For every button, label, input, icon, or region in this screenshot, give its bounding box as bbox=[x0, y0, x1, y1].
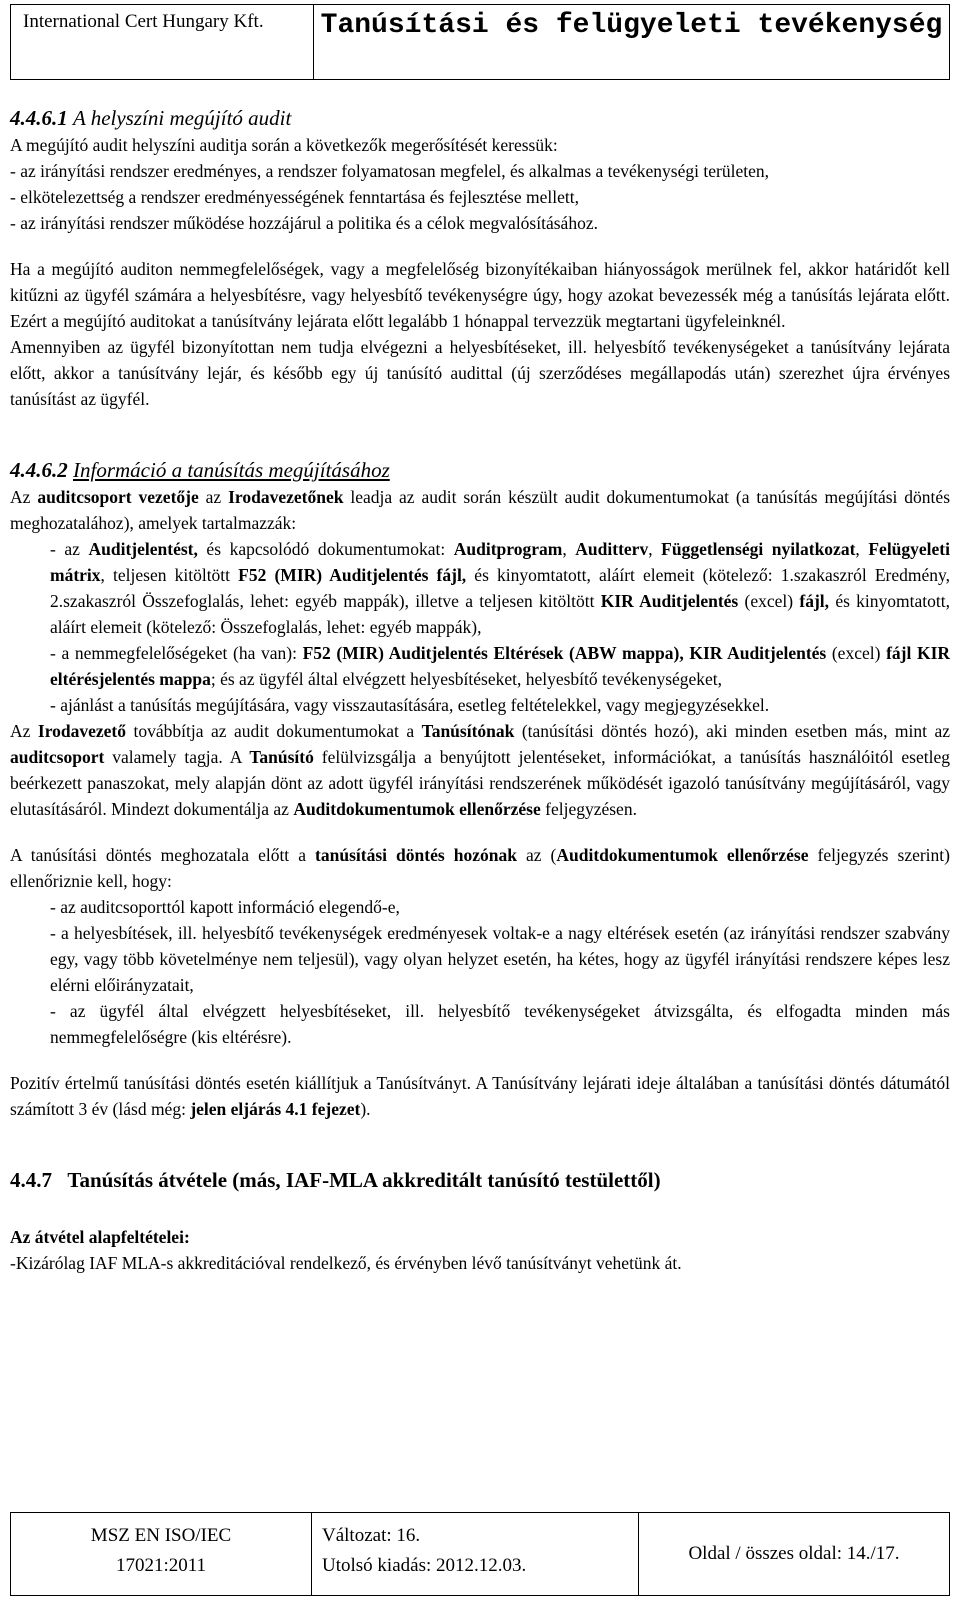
document-body bbox=[10, 104, 950, 1276]
list-item: - ajánlást a tanúsítás megújítására, vagy visszautasítására, esetleg feltételekkel, vagy megjegyzésekkel. bbox=[50, 695, 770, 715]
footer-version: Változat: 16. Utolsó kiadás: 2012.12.03. bbox=[312, 1513, 639, 1595]
section-heading-447: 4.4.7 Tanúsítás átvétele (más, IAF-MLA akkreditált tanúsító testülettől) bbox=[10, 1168, 661, 1192]
list-item: - az Auditjelentést, és kapcsolódó dokumentumokat: Auditprogram, Auditterv, Függetlenségi nyilatkozat, Felügyeleti mátrix, teljesen kitöltött F52 (MIR) Auditjelentés fájl, és kinyomtatott, aláírt elemeit (kötelező: 1.szakaszról Eredmény, 2.szakaszról Összefoglalás, lehet: egyéb mappák), illetve a teljesen kitöltött KIR Auditjelentés (excel) fájl, és kinyomtatott, aláírt elemeit (kötelező: Összefoglalás, lehet: egyéb mappák), bbox=[50, 539, 951, 637]
list-item: - a helyesbítések, ill. helyesbítő tevékenységek eredményesek voltak-e a nagy eltérések esetén (az irányítási rendszer szabvány egy, vagy több követelménye nem teljesül), vagy olyan helyzet esetén, ha kétes, hogy az ügyfél irányítási rendszere képes lesz elérni előirányzatait, bbox=[50, 923, 950, 995]
footer-page-number: Oldal / összes oldal: 14./17. bbox=[688, 1543, 900, 1564]
list-item: - az irányítási rendszer eredményes, a rendszer folyamatosan megfelel, és alkalmas a tevékenységi területen, bbox=[10, 161, 769, 181]
page-footer bbox=[10, 1512, 950, 1596]
list-item: - az auditcsoporttól kapott információ elegendő-e, bbox=[50, 897, 400, 917]
section-heading-4461: 4.4.6.1 A helyszíni megújító audit bbox=[10, 106, 292, 130]
paragraph: Amennyiben az ügyfél bizonyítottan nem tudja elvégezni a helyesbítéseket, ill. helyesbítő tevékenységeket a tanúsítvány lejárata előtt, akkor a tanúsítvány lejár, és később egy új tanúsító audittal (új szerződéses megállapodás után) szerezhet újra érvényes tanúsítást az ügyfél. bbox=[10, 337, 950, 409]
paragraph: Pozitív értelmű tanúsítási döntés esetén kiállítjuk a Tanúsítványt. A Tanúsítvány lejárati ideje általában a tanúsítási döntés dátumától számított 3 év (lásd még: jelen eljárás 4.1 fejezet). bbox=[10, 1073, 950, 1119]
paragraph: Az Irodavezető továbbítja az audit dokumentumokat a Tanúsítónak (tanúsítási döntés hozó), aki minden esetben más, mint az auditcsoport valamely tagja. A Tanúsító felülvizsgálja a benyújtott jelentéseket, információkat, a tanúsítás használóitól esetleg beérkezett panaszokat, mely alapján dönt az adott ügyfél irányítási rendszerének működését igazoló tanúsítvány megújításáról, vagy elutasításáról. Mindezt dokumentálja az Auditdokumentumok ellenőrzése feljegyzésen. bbox=[10, 721, 951, 819]
paragraph: Az auditcsoport vezetője az Irodavezetőnek leadja az audit során készült audit dokumentumokat (a tanúsítás megújítási döntés meghozatalához), amelyek tartalmazzák: bbox=[10, 487, 951, 533]
subheading: Az átvétel alapfeltételei: bbox=[10, 1227, 190, 1247]
company-name: International Cert Hungary Kft. bbox=[11, 5, 314, 79]
paragraph: -Kizárólag IAF MLA-s akkreditációval rendelkező, és érvényben lévő tanúsítványt vehetünk át. bbox=[10, 1253, 682, 1273]
paragraph: A tanúsítási döntés meghozatala előtt a tanúsítási döntés hozónak az (Auditdokumentumok ellenőrzése feljegyzés szerint) ellenőriznie kell, hogy: bbox=[10, 845, 950, 891]
list-item: - az irányítási rendszer működése hozzájárul a politika és a célok megvalósításához. bbox=[10, 213, 598, 233]
document-title: Tanúsítási és felügyeleti tevékenység bbox=[320, 10, 943, 41]
paragraph: A megújító audit helyszíni auditja során a következők megerősítését keressük: bbox=[10, 135, 558, 155]
page-header bbox=[10, 4, 950, 80]
list-item: - a nemmegfelelőségeket (ha van): F52 (MIR) Auditjelentés Eltérések (ABW mappa), KIR Auditjelentés (excel) fájl KIR eltérésjelentés mappa; és az ügyfél által elvégzett helyesbítéseket, helyesbítő tevékenységeket, bbox=[50, 643, 951, 689]
paragraph: Ha a megújító auditon nemmegfelelőségek, vagy a megfelelőség bizonyítékaiban hiányosságok merülnek fel, akkor határidőt kell kitűzni az ügyfél számára a helyesbítésre, vagy helyesbítő tevékenységre úgy, hogy azokat bevezessék még a tanúsítás lejárata előtt. Ezért a megújító auditokat a tanúsítvány lejárata előtt legalább 1 hónappal tervezzük megtartani ügyfeleinknél. bbox=[10, 259, 950, 331]
list-item: - az ügyfél által elvégzett helyesbítéseket, ill. helyesbítő tevékenységeket átvizsgálta, és elfogadta minden más nemmegfelelőségre (kis eltérésre). bbox=[50, 1001, 950, 1047]
list-item: - elkötelezettség a rendszer eredményességének fenntartása és fejlesztése mellett, bbox=[10, 187, 579, 207]
footer-standard: MSZ EN ISO/IEC 17021:2011 bbox=[11, 1513, 312, 1595]
section-heading-4462: 4.4.6.2 Információ a tanúsítás megújításához bbox=[10, 458, 390, 482]
